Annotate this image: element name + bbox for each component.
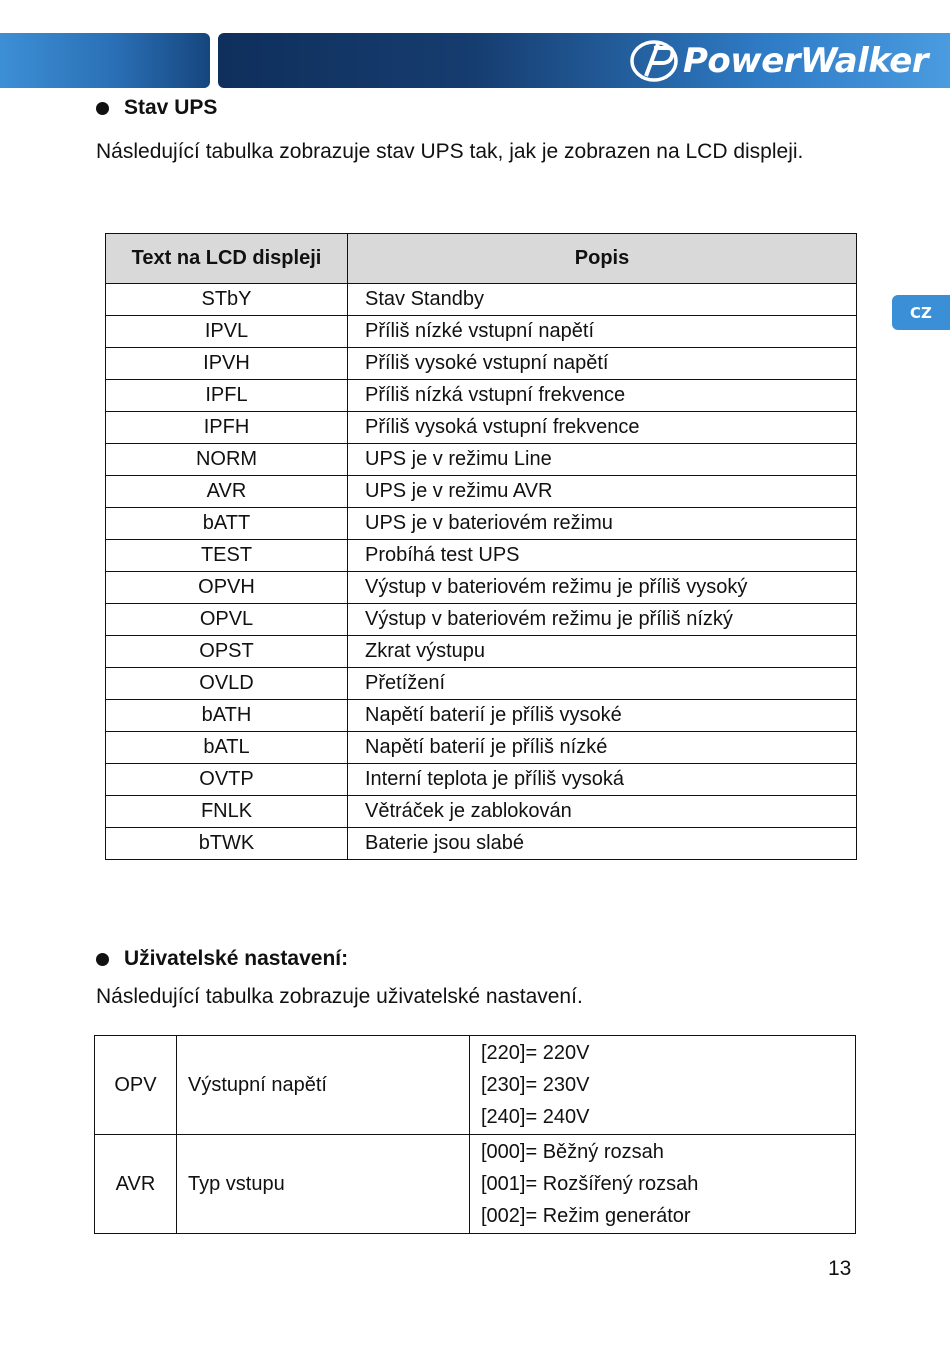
brand-name: PowerWalker [683,41,929,81]
status-description: Napětí baterií je příliš vysoké [348,700,857,732]
table-row [106,412,857,444]
status-description: UPS je v režimu AVR [348,476,857,508]
table-row [106,636,857,668]
powerwalker-logo [628,38,933,84]
section-heading-text: Uživatelské nastavení: [124,947,349,970]
table-row [106,348,857,380]
setting-option: [240]= 240V [481,1106,590,1128]
lcd-code: bATT [106,508,348,540]
setting-option: [000]= Běžný rozsah [481,1141,664,1163]
status-description: Probíhá test UPS [348,540,857,572]
status-description: Interní teplota je příliš vysoká [348,764,857,796]
lcd-code: IPFL [106,380,348,412]
powerwalker-logo-icon [628,38,680,84]
setting-option: [001]= Rozšířený rozsah [481,1173,699,1195]
status-table [105,233,857,860]
setting-name: Typ vstupu [177,1135,470,1234]
table-row [106,540,857,572]
status-description: UPS je v bateriovém režimu [348,508,857,540]
status-description: UPS je v režimu Line [348,444,857,476]
status-description: Výstup v bateriovém režimu je příliš nízký [348,604,857,636]
setting-option: [230]= 230V [481,1074,590,1096]
status-description: Příliš nízká vstupní frekvence [348,380,857,412]
lcd-code: NORM [106,444,348,476]
table-row [106,700,857,732]
column-header-description: Popis [348,234,857,284]
lcd-code: bATH [106,700,348,732]
table-header-row [106,234,857,284]
lcd-code: OPVH [106,572,348,604]
status-description: Stav Standby [348,284,857,316]
lcd-code: OVLD [106,668,348,700]
table-row [106,316,857,348]
status-description: Zkrat výstupu [348,636,857,668]
setting-options [470,1036,856,1135]
setting-code: AVR [95,1135,177,1234]
status-description: Přetížení [348,668,857,700]
setting-options [470,1135,856,1234]
table-row [106,828,857,860]
bullet-icon [96,953,109,966]
status-description: Baterie jsou slabé [348,828,857,860]
table-row [106,604,857,636]
table-row [106,508,857,540]
table-row [95,1135,856,1234]
lcd-code: bATL [106,732,348,764]
status-description: Příliš vysoká vstupní frekvence [348,412,857,444]
lcd-code: FNLK [106,796,348,828]
lcd-code: OPST [106,636,348,668]
lcd-code: OPVL [106,604,348,636]
lcd-code: IPVH [106,348,348,380]
page-number: 13 [828,1257,852,1280]
setting-code: OPV [95,1036,177,1135]
setting-option: [002]= Režim generátor [481,1205,691,1227]
table-row [106,732,857,764]
lcd-code: bTWK [106,828,348,860]
table-row [106,476,857,508]
lcd-code: OVTP [106,764,348,796]
table-row [106,764,857,796]
table-row [106,380,857,412]
table-row [106,444,857,476]
lcd-code: TEST [106,540,348,572]
section-heading-user-settings [96,947,348,971]
lcd-code: IPFH [106,412,348,444]
bullet-icon [96,102,109,115]
column-header-lcd-text: Text na LCD displeji [106,234,348,284]
status-description: Příliš nízké vstupní napětí [348,316,857,348]
lcd-code: IPVL [106,316,348,348]
table-row [95,1036,856,1135]
section-description: Následující tabulka zobrazuje stav UPS tak, jak je zobrazen na LCD displeji. [96,140,804,163]
setting-option: [220]= 220V [481,1042,590,1064]
section-description: Následující tabulka zobrazuje uživatelské nastavení. [96,985,583,1008]
table-row [106,572,857,604]
settings-table [94,1035,856,1234]
lcd-code: AVR [106,476,348,508]
language-tab: CZ [892,295,950,330]
status-description: Větráček je zablokován [348,796,857,828]
table-row [106,796,857,828]
lcd-code: STbY [106,284,348,316]
section-heading-text: Stav UPS [124,96,218,119]
table-row [106,284,857,316]
setting-name: Výstupní napětí [177,1036,470,1135]
status-description: Příliš vysoké vstupní napětí [348,348,857,380]
status-description: Výstup v bateriovém režimu je příliš vysoký [348,572,857,604]
status-description: Napětí baterií je příliš nízké [348,732,857,764]
banner-left-segment [0,33,210,88]
table-row [106,668,857,700]
section-heading-ups-status [96,96,217,120]
